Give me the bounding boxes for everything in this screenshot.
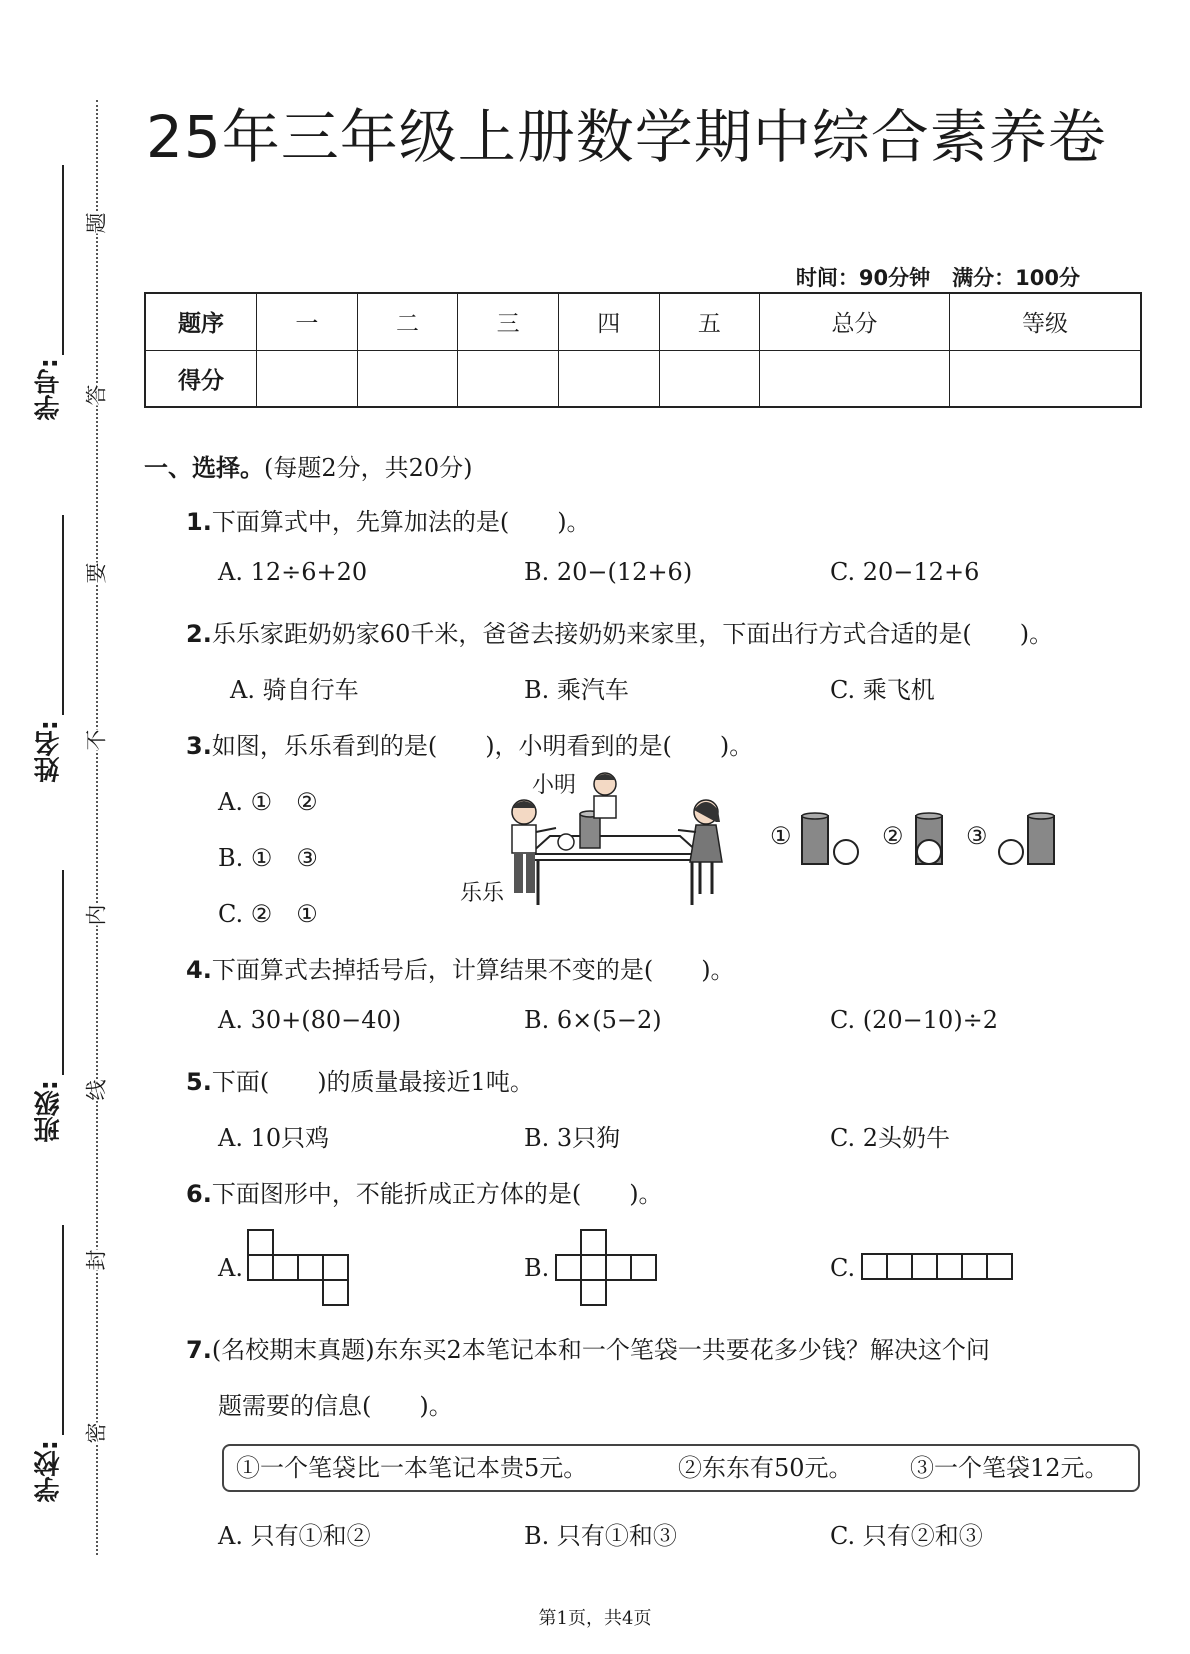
table-header-cell: 三 (458, 293, 559, 350)
seal-char: 内 (82, 905, 112, 926)
name-blank[interactable] (62, 515, 64, 715)
seal-char: 题 (82, 213, 112, 234)
option-a[interactable]: A. 12÷6+20 (218, 558, 368, 586)
table-header-cell: 一 (257, 293, 358, 350)
score-cell[interactable] (357, 350, 458, 407)
option-c[interactable]: C. 只有②和③ (830, 1522, 983, 1550)
question-number: 3. (186, 732, 212, 760)
time-limit: 时间：90分钟 (795, 266, 931, 290)
score-table (144, 292, 1142, 408)
question-text: 下面( )的质量最接近1吨。 (211, 1068, 534, 1096)
option-a[interactable]: A. 骑自行车 (230, 676, 359, 704)
score-cell[interactable] (949, 350, 1141, 407)
cube-net-b (554, 1228, 664, 1308)
seal-char: 不 (82, 730, 112, 751)
question-number: 1. (186, 508, 212, 536)
seal-char: 答 (82, 385, 112, 406)
option-c[interactable]: C. (20−10)÷2 (830, 1006, 999, 1034)
cube-net-a (246, 1228, 356, 1308)
info-item: ③一个笔袋12元。 (910, 1454, 1109, 1482)
question-7-continued: 题需要的信息( )。 (218, 1392, 453, 1420)
question-number: 4. (186, 956, 212, 984)
info-item: ②东东有50元。 (678, 1454, 853, 1482)
school-blank[interactable] (62, 1225, 64, 1435)
page-footer: 第1页，共4页 (538, 1608, 652, 1629)
question-2 (186, 614, 1053, 649)
question-text: 下面算式去掉括号后，计算结果不变的是( )。 (211, 956, 735, 984)
score-table-header-row (145, 293, 1141, 350)
option-c[interactable]: C. 乘飞机 (830, 676, 935, 704)
seal-char: 要 (82, 563, 112, 584)
question-text: (名校期末真题)东东买2本笔记本和一个笔袋一共要花多少钱？解决这个问 (211, 1336, 990, 1364)
seal-char: 线 (82, 1080, 112, 1101)
table-header-cell: 二 (357, 293, 458, 350)
question-7 (186, 1330, 990, 1365)
exam-meta (796, 262, 1080, 292)
section-note: (每题2分，共20分) (264, 454, 473, 482)
option-b[interactable]: B. 20−(12+6) (524, 558, 693, 586)
option-b[interactable]: B. 乘汽车 (524, 676, 629, 704)
view-label-2: ② (882, 822, 904, 850)
page-title: 25年三年级上册数学期中综合素养卷 (146, 103, 1107, 171)
table-header-cell: 五 (659, 293, 760, 350)
view-label-1: ① (770, 822, 792, 850)
table-header-cell: 等级 (949, 293, 1141, 350)
class-blank[interactable] (62, 870, 64, 1075)
score-cell[interactable] (558, 350, 659, 407)
question-number: 2. (186, 620, 212, 648)
view-label-3: ③ (966, 822, 988, 850)
info-box (222, 1444, 1140, 1492)
question-text: 乐乐家距奶奶家60千米，爸爸去接奶奶来家里，下面出行方式合适的是( )。 (211, 620, 1054, 648)
score-cell[interactable] (760, 350, 950, 407)
table-header-cell: 题序 (145, 293, 257, 350)
option-a[interactable]: A. ① ② (218, 788, 318, 816)
question-1 (186, 502, 591, 537)
question-6 (186, 1174, 663, 1209)
section-title: 一、选择。 (144, 454, 264, 482)
class-label: 班级: (34, 1080, 64, 1143)
option-c[interactable]: C. 20−12+6 (830, 558, 980, 586)
question-text: 下面图形中，不能折成正方体的是( )。 (211, 1180, 663, 1208)
table-scene-illustration (470, 770, 740, 910)
question-text: 下面算式中，先算加法的是( )。 (211, 508, 591, 536)
question-number: 5. (186, 1068, 212, 1096)
question-4 (186, 950, 735, 985)
seal-char: 密 (82, 1423, 112, 1444)
option-b[interactable]: B. 3只狗 (524, 1124, 621, 1152)
score-cell[interactable] (458, 350, 559, 407)
option-c[interactable]: C. ② ① (218, 900, 318, 928)
section-heading (144, 448, 473, 483)
view-1-drawing (800, 810, 860, 870)
figure-label-xiaoming: 小明 (532, 773, 577, 798)
seal-char: 封 (82, 1250, 112, 1271)
student-id-blank[interactable] (62, 165, 64, 355)
table-header-cell: 四 (558, 293, 659, 350)
name-label: 姓名: (34, 720, 64, 783)
option-b[interactable]: B. ① ③ (218, 844, 318, 872)
score-table-score-row (145, 350, 1141, 407)
question-number: 6. (186, 1180, 212, 1208)
option-a[interactable]: A. 30+(80−40) (218, 1006, 402, 1034)
school-label: 学校: (34, 1440, 64, 1503)
view-3-drawing (996, 810, 1060, 870)
option-c[interactable]: C. 2头奶牛 (830, 1124, 951, 1152)
score-cell[interactable] (659, 350, 760, 407)
question-number: 7. (186, 1336, 212, 1364)
cube-net-c (860, 1252, 1020, 1282)
option-c[interactable]: C. (830, 1254, 856, 1282)
question-3 (186, 726, 753, 761)
option-a[interactable]: A. 只有①和② (218, 1522, 371, 1550)
score-cell[interactable] (257, 350, 358, 407)
info-item: ①一个笔袋比一本笔记本贵5元。 (236, 1454, 588, 1482)
student-id-label: 学号: (34, 358, 64, 421)
table-row-label: 得分 (145, 350, 257, 407)
table-header-cell: 总分 (760, 293, 950, 350)
option-a[interactable]: A. 10只鸡 (218, 1124, 330, 1152)
seal-dashed-line (96, 100, 98, 1555)
option-a[interactable]: A. (218, 1254, 243, 1282)
full-score: 满分：100分 (952, 266, 1080, 290)
question-text: 如图，乐乐看到的是( )，小明看到的是( )。 (211, 732, 754, 760)
figure-label-lele: 乐乐 (460, 881, 505, 906)
option-b[interactable]: B. 只有①和③ (524, 1522, 677, 1550)
option-b[interactable]: B. (524, 1254, 550, 1282)
view-2-drawing (912, 810, 952, 870)
option-b[interactable]: B. 6×(5−2) (524, 1006, 662, 1034)
question-5 (186, 1062, 534, 1097)
